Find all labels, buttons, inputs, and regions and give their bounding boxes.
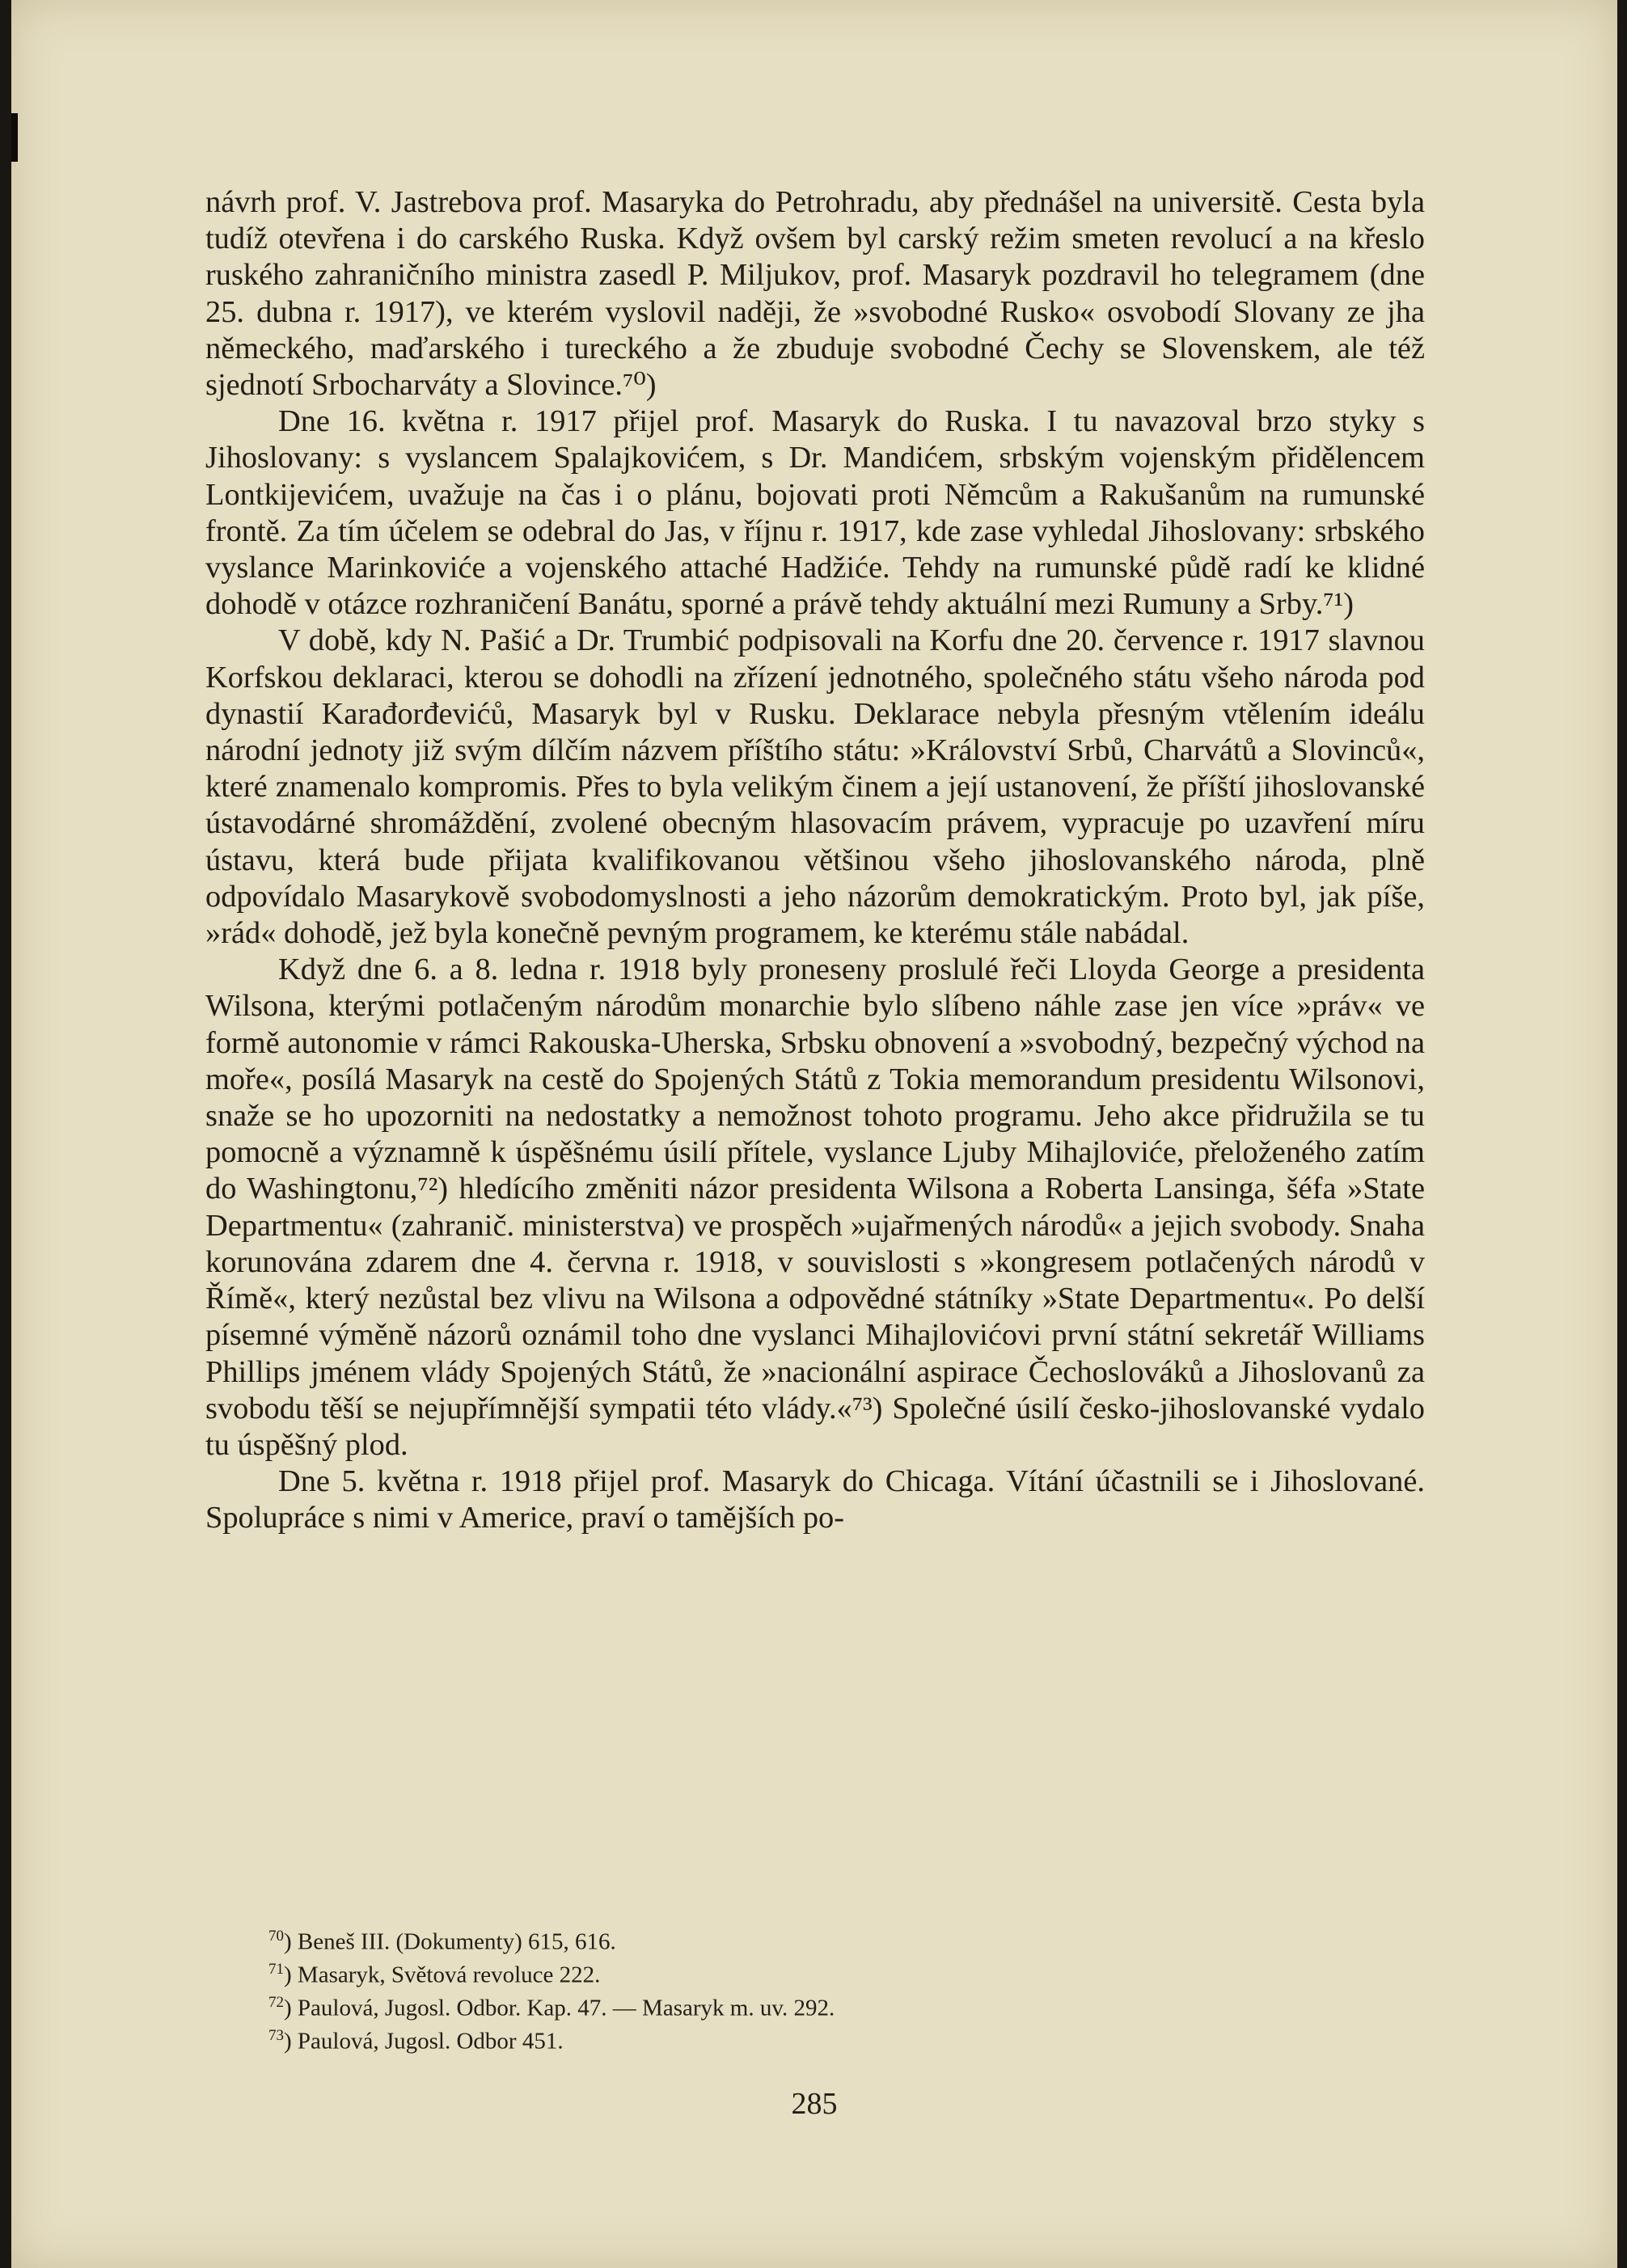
footnote-70: $^{70}$) Beneš III. (Dokumenty) 615, 616. [268, 1928, 616, 1955]
paragraph-1: návrh prof. V. Jastrebova prof. Masaryka do Petrohradu, aby přednášel na universitě. Cesta byla tudíž otevřena i do carského Ruska. Když ovšem byl carský režim smeten revolucí a na křeslo ruského zahraničního ministra zasedl P. Miljukov, prof. Masaryk pozdravil ho telegramem (dne 25. dubna r. 1917), ve kterém vyslovil naději, že »svobodné Rusko« osvobodí Slovany ze jha německého, maďarského i tureckého a že zbuduje svobodné Čechy se Slovenskem, ale též sjednotí Srbocharváty a Slovince.⁷⁰) [205, 185, 1425, 403]
binding-edge [11, 113, 18, 162]
body-text [205, 184, 1425, 1537]
paragraph-4: Když dne 6. a 8. ledna r. 1918 byly proneseny proslulé řeči Lloyda George a presidenta Wilsona, kterými potlačeným národům monarchie bylo slíbeno náhle zase jen více »práv« ve formě autonomie v rámci Rakouska-Uherska, Srbsku obnovení a »svobodný, bezpečný východ na moře«, posílá Masaryk na cestě do Spojených Států z Tokia memorandum presidentu Wilsonovi, snaže se ho upozorniti na nedostatky a nemožnost tohoto programu. Jeho akce přidružila se tu pomocně a významně k úspěšnému úsilí přítele, vyslance Ljuby Mihajloviće, přeloženého zatím do Washingtonu,⁷²) hledícího změniti názor presidenta Wilsona a Roberta Lansinga, šéfa »State Departmentu« (zahranič. ministerstva) ve prospěch »ujařmených národů« a jejich svobody. Snaha korunována zdarem dne 4. června r. 1918, v souvislosti s »kongresem potlačených národů v Římě«, který nezůstal bez vlivu na Wilsona a odpovědné státníky »State Departmentu«. Po delší písemné výměně názorů oznámil toho dne vyslanci Mihajlovićovi první státní sekretář Williams Phillips jménem vlády Spojených Států, že »nacionální aspirace Čechoslováků a Jihoslovanů za svobodu těší se nejupřímnější sympatii této vlády.«⁷³) Společné úsilí česko-jihoslovanské vydalo tu úspěšný plod. [205, 952, 1425, 1462]
footnote-number: 70 [268, 1928, 284, 1945]
book-page [11, 0, 1617, 2268]
paragraph-2: Dne 16. května r. 1917 přijel prof. Masaryk do Ruska. I tu navazoval brzo styky s Jihoslovany: s vyslancem Spalajkovićem, s Dr. Mandićem, srbským vojenským přidělencem Lontkijevićem, uvažuje na čas i o plánu, bojovati proti Němcům a Rakušanům na rumunské frontě. Za tím účelem se odebral do Jas, v říjnu r. 1917, kde zase vyhledal Jihoslovany: srbského vyslance Marinkoviće a vojenského attaché Hadžiće. Tehdy na rumunské půdě radí ke klidné dohodě v otázce rozhraničení Banátu, sporné a právě tehdy aktuální mezi Rumuny a Srby.⁷¹) [205, 404, 1425, 622]
footnote-text: Paulová, Jugosl. Odbor. Kap. 47. — Masaryk m. uv. 292. [297, 1995, 835, 2021]
footnote-number: 73 [268, 2027, 284, 2045]
footnote-71: $^{71}$) Masaryk, Světová revoluce 222. [268, 1961, 601, 1988]
footnote-text: Masaryk, Světová revoluce 222. [297, 1962, 601, 1988]
paragraph-3: V době, kdy N. Pašić a Dr. Trumbić podpisovali na Korfu dne 20. července r. 1917 slavnou Korfskou deklaraci, kterou se dohodli na zřízení jednotného, společného státu všeho národa pod dynastií Karađorđevićů, Masaryk byl v Rusku. Deklarace nebyla přesným vtělením ideálu národní jednoty již svým dílčím názvem příštího státu: »Království Srbů, Charvátů a Slovinců«, které znamenalo kompromis. Přes to byla velikým činem a její ustanovení, že příští jihoslovanské ústavodárné shromáždění, zvolené obecným hlasovacím právem, vypracuje po uzavření míru ústavu, která bude přijata kvalifikovanou většinou všeho jihoslovanského národa, plně odpovídalo Masarykově svobodomyslnosti a jeho názorům demokratickým. Proto byl, jak píše, »rád« dohodě, jež byla konečně pevným programem, ke kterému stále nabádal. [205, 623, 1425, 951]
footnote-number: 71 [268, 1961, 284, 1979]
footnote-73: $^{73}$) Paulová, Jugosl. Odbor 451. [268, 2027, 564, 2055]
paragraph-5: Dne 5. května r. 1918 přijel prof. Masaryk do Chicaga. Vítání účastnili se i Jihoslované. Spolupráce s nimi v Americe, praví o tamějších po- [205, 1464, 1425, 1535]
footnote-72: $^{72}$) Paulová, Jugosl. Odbor. Kap. 47. — Masaryk m. uv. 292. [268, 1994, 835, 2021]
footnote-text: Paulová, Jugosl. Odbor 451. [297, 2029, 564, 2055]
page-number: 285 [791, 2087, 838, 2121]
footnote-number: 72 [268, 1994, 284, 2012]
footnote-text: Beneš III. (Dokumenty) 615, 616. [297, 1928, 616, 1955]
footnotes [268, 1923, 1239, 2056]
